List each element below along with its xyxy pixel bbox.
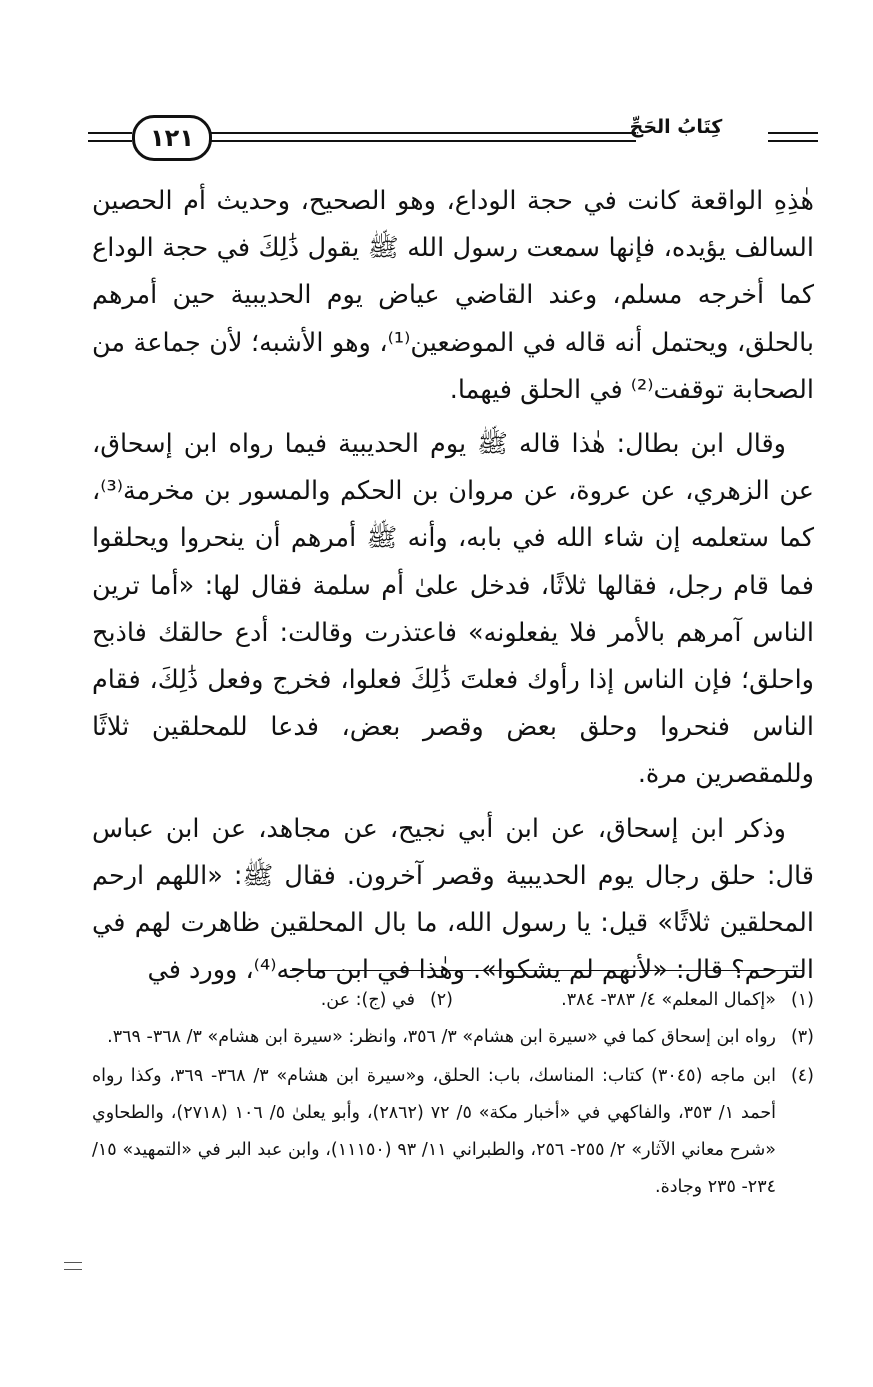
page-number: ١٢١ — [132, 115, 212, 161]
footnote-1 — [453, 982, 814, 1019]
page-header — [88, 112, 818, 166]
header-rule-middle-top — [208, 132, 636, 134]
footnote-text: «إكمال المعلم» ٤/ ٣٨٣- ٣٨٤. — [561, 990, 776, 1010]
paragraph-3: وذكر ابن إسحاق، عن ابن أبي نجيح، عن مجاهد، عن ابن عباس قال: حلق رجال يوم الحديبية وقصر آخرون. فقال ﷺ: «اللهم ارحم المحلقين ثلاثًا» قيل: يا رسول الله، ما بال المحلقين ظاهرت لهم في الترحم؟ قال: «لأنهم لم يشكوا». وهٰذا في ابن ماجه⁽⁴⁾، وورد في — [92, 813, 814, 986]
main-text — [92, 178, 814, 994]
footnote-3 — [92, 1019, 814, 1056]
footnote-number: (٣) — [790, 1027, 814, 1047]
footnote-text: ابن ماجه (٣٠٤٥) كتاب: المناسك، باب: الحلق، و«سيرة ابن هشام» ٣/ ٣٦٨- ٣٦٩، وكذا رواه أحمد ١/ ٣٥٣، والفاكهي في «أخبار مكة» ٥/ ٧٢ (٢٨٦٢)، وأبو يعلىٰ ٥/ ١٠٦ (٢٧١٨)، والطحاوي «شرح معاني الآثار» ٢/ ٢٥٥- ٢٥٦، والطبراني ١١/ ٩٣ (١١١٥٠)، وابن عبد البر في «التمهيد» ١٥/ ٢٣٤- ٢٣٥ وجادة. — [92, 1066, 777, 1197]
footnote-text: رواه ابن إسحاق كما في «سيرة ابن هشام» ٣/ ٣٥٦، وانظر: «سيرة ابن هشام» ٣/ ٣٦٨- ٣٦٩. — [107, 1027, 776, 1047]
footnote-number: (١) — [790, 990, 814, 1010]
header-rule-right-top — [768, 132, 818, 134]
footnote-separator — [290, 970, 804, 971]
header-rule-left-top — [88, 132, 132, 134]
header-rule-right-bottom — [768, 140, 818, 142]
footnote-number: (٢) — [429, 990, 453, 1010]
footnote-row-1-2 — [92, 982, 814, 1019]
footnote-2 — [92, 982, 453, 1019]
header-rule-middle-bottom — [208, 140, 636, 142]
paragraph-2: وقال ابن بطال: هٰذا قاله ﷺ يوم الحديبية فيما رواه ابن إسحاق، عن الزهري، عن عروة، عن مروان بن الحكم والمسور بن مخرمة⁽³⁾، كما ستعلمه إن شاء الله في بابه، وأنه ﷺ أمرهم أن ينحروا ويحلقوا فما قام رجل، فقالها ثلاثًا، فدخل علىٰ أم سلمة فقال لها: «أما ترين الناس آمرهم بالأمر فلا يفعلونه» فاعتذرت وقالت: أدع حالقك فاذبح واحلق؛ فإن الناس إذا رأوك فعلتَ ذَٰلِكَ فعلوا، فخرج وفعل ذَٰلِكَ، فقام الناس فنحروا وحلق بعض وقصر بعض، فدعا للمحلقين ثلاثًا وللمقصرين مرة. — [92, 429, 814, 790]
footnote-text: في (ج): عن. — [320, 990, 415, 1010]
footnote-4 — [92, 1058, 814, 1206]
paragraph-1: هٰذِهِ الواقعة كانت في حجة الوداع، وهو الصحيح، وحديث أم الحصين السالف يؤيده، فإنها سمعت رسول الله ﷺ يقول ذَٰلِكَ في حجة الوداع كما أخرجه مسلم، وعند القاضي عياض يوم الحديبية حين أمرهم بالحلق، ويحتمل أنه قاله في الموضعين⁽¹⁾، وهو الأشبه؛ لأن جماعة من الصحابة توقفت⁽²⁾ في الحلق فيهما. — [92, 186, 814, 405]
book-title: كِتَابُ الحَجِّ — [629, 116, 723, 138]
footnotes — [92, 982, 814, 1208]
footnote-number: (٤) — [790, 1066, 814, 1086]
margin-mark — [64, 1262, 82, 1270]
header-rule-left-bottom — [88, 140, 132, 142]
